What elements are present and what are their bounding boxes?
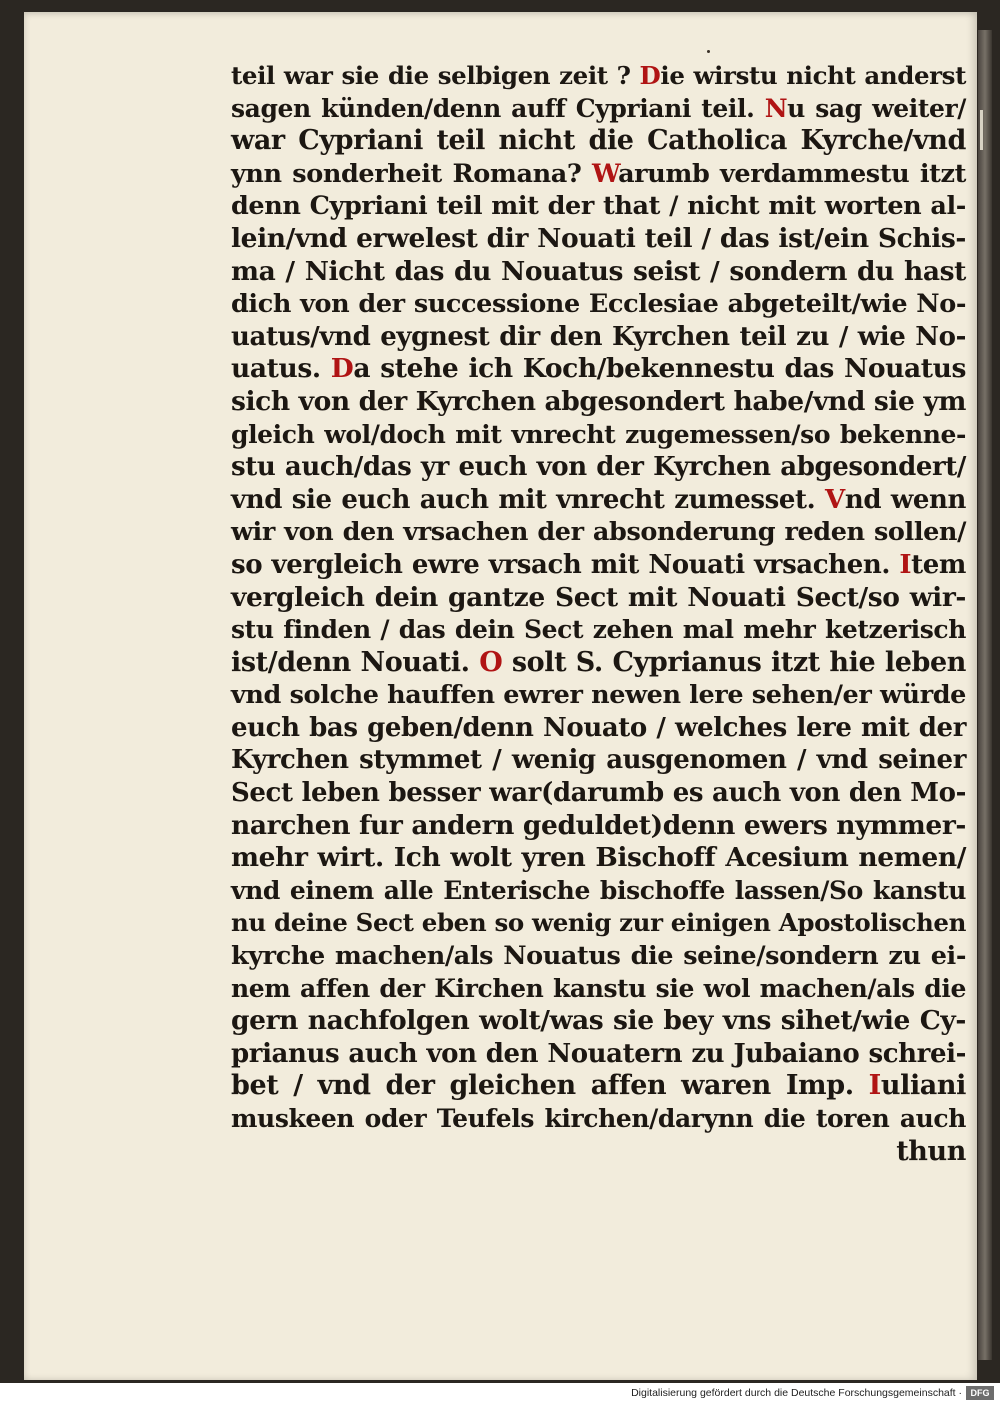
line-text: euch bas geben/denn Nouato / welches lere mit der xyxy=(231,712,966,743)
rubricated-initial: N xyxy=(764,93,788,123)
text-line xyxy=(231,679,966,712)
line-text: kyrche machen/als Nouatus die seine/sondern zu ei- xyxy=(231,941,966,972)
line-text: ynn sonderheit Romana? xyxy=(231,158,593,189)
text-line xyxy=(231,1070,966,1103)
page-edge-highlight xyxy=(980,110,983,150)
line-text: vnd einem alle Enterische bischoffe lassen/So kanstu xyxy=(231,875,966,905)
rubricated-initial: I xyxy=(899,549,912,580)
line-text: wir von den vrsachen der absonderung reden sollen/ xyxy=(231,517,966,548)
text-line xyxy=(231,93,966,126)
text-line xyxy=(231,288,966,321)
body-text xyxy=(231,60,966,1168)
rubricated-initial: V xyxy=(825,484,845,515)
page-edge xyxy=(978,30,992,1360)
text-line xyxy=(231,256,966,289)
text-line xyxy=(231,614,966,647)
catchword: thun xyxy=(896,1135,966,1167)
rubricated-initial: I xyxy=(868,1070,881,1102)
line-text: vnd sie euch auch mit vnrecht zumesset. xyxy=(231,484,826,515)
text-line xyxy=(231,158,966,191)
rubricated-initial: W xyxy=(592,158,619,189)
line-text-continued: u sag weiter/ xyxy=(787,93,966,123)
text-line xyxy=(231,125,966,158)
line-text: stu auch/das yr euch von der Kyrchen abgesondert/ xyxy=(231,452,966,483)
line-text: gleich wol/doch mit vnrecht zugemessen/so bekenne- xyxy=(231,419,966,449)
text-line xyxy=(231,582,966,615)
line-text: vergleich dein gantze Sect mit Nouati Sect/so wir- xyxy=(231,581,966,613)
rubricated-initial: O xyxy=(479,646,503,678)
line-text-continued: a stehe ich Koch/bekennestu das Nouatus xyxy=(353,353,966,385)
text-line xyxy=(231,777,966,810)
line-text: stu finden / das dein Sect zehen mal mehr ketzerisch xyxy=(231,615,966,645)
line-text: vnd solche hauffen ewrer newen lere sehen/er würde xyxy=(231,680,966,711)
line-text: war Cypriani teil nicht die Catholica Kyrche/vnd xyxy=(231,125,966,157)
line-text: narchen fur andern geduldet)denn ewers nymmer- xyxy=(231,809,966,841)
text-line xyxy=(231,386,966,419)
line-text: gern nachfolgen wolt/was sie bey vns sihet/wie Cy- xyxy=(231,1005,966,1037)
line-text-continued: nd wenn xyxy=(844,484,966,515)
line-text-continued: solt S. Cyprianus itzt hie leben xyxy=(502,646,966,678)
text-line xyxy=(231,1005,966,1038)
line-text-continued: uliani xyxy=(880,1070,966,1102)
text-line xyxy=(231,60,966,93)
line-text: so vergleich ewre vrsach mit Nouati vrsachen. xyxy=(231,549,900,580)
line-text: denn Cypriani teil mit der that / nicht mit worten al- xyxy=(231,191,966,222)
dfg-logo: DFG xyxy=(966,1386,994,1400)
text-line xyxy=(231,940,966,973)
text-line xyxy=(231,484,966,517)
line-text-continued: arumb verdammestu itzt xyxy=(618,158,966,189)
text-line xyxy=(231,1103,966,1136)
text-line xyxy=(231,810,966,843)
line-text: nem affen der Kirchen kanstu sie wol machen/als die xyxy=(231,973,966,1003)
line-text: ist/denn Nouati. xyxy=(231,646,480,678)
text-line xyxy=(231,419,966,452)
text-line xyxy=(231,223,966,256)
line-text: ma / Nicht das du Nouatus seist / sondern du hast xyxy=(231,255,966,287)
line-text: uatus. xyxy=(231,353,331,385)
text-line xyxy=(231,190,966,223)
line-text: lein/vnd erwelest dir Nouati teil / das ist/ein Schis- xyxy=(231,222,966,254)
ink-speck xyxy=(707,50,710,53)
line-text: uatus/vnd eygnest dir den Kyrchen teil zu / wie No- xyxy=(231,321,966,352)
funding-credit: Digitalisierung gefördert durch die Deutsche Forschungsgemeinschaft · xyxy=(631,1387,962,1399)
line-text: Kyrchen stymmet / wenig ausgenomen / vnd seiner xyxy=(231,745,966,776)
line-text: Sect leben besser war(darumb es auch von den Mo- xyxy=(231,778,966,809)
text-line xyxy=(231,516,966,549)
text-line xyxy=(231,973,966,1006)
text-line xyxy=(231,744,966,777)
text-line xyxy=(231,549,966,582)
text-line xyxy=(231,875,966,908)
text-line xyxy=(231,321,966,354)
rubricated-initial: D xyxy=(639,61,661,90)
rubricated-initial: D xyxy=(330,353,354,385)
line-text: mehr wirt. Ich wolt yren Bischoff Acesium nemen/ xyxy=(231,842,966,874)
text-line xyxy=(231,353,966,386)
text-line xyxy=(231,451,966,484)
line-text: teil war sie die selbigen zeit ? xyxy=(231,61,640,90)
text-line xyxy=(231,907,966,940)
line-text: nu deine Sect eben so wenig zur einigen Apostolischen xyxy=(231,908,966,938)
text-line xyxy=(231,647,966,680)
line-text: sich von der Kyrchen abgesondert habe/vnd sie ym xyxy=(231,385,966,417)
line-text: sagen künden/denn auff Cypriani teil. xyxy=(231,93,765,123)
text-line xyxy=(231,712,966,745)
line-text-continued: tem xyxy=(911,549,966,580)
footer-bar xyxy=(0,1383,1000,1405)
line-text: prianus auch von den Nouatern zu Jubaiano schrei- xyxy=(231,1038,966,1069)
line-text: bet / vnd der gleichen affen waren Imp. xyxy=(231,1070,869,1102)
line-text-continued: ie wirstu nicht anderst xyxy=(660,61,966,90)
text-line xyxy=(231,1038,966,1071)
line-text: muskeen oder Teufels kirchen/darynn die toren auch xyxy=(231,1104,966,1133)
line-text: dich von der successione Ecclesiae abgeteilt/wie No- xyxy=(231,289,966,320)
text-line xyxy=(231,842,966,875)
